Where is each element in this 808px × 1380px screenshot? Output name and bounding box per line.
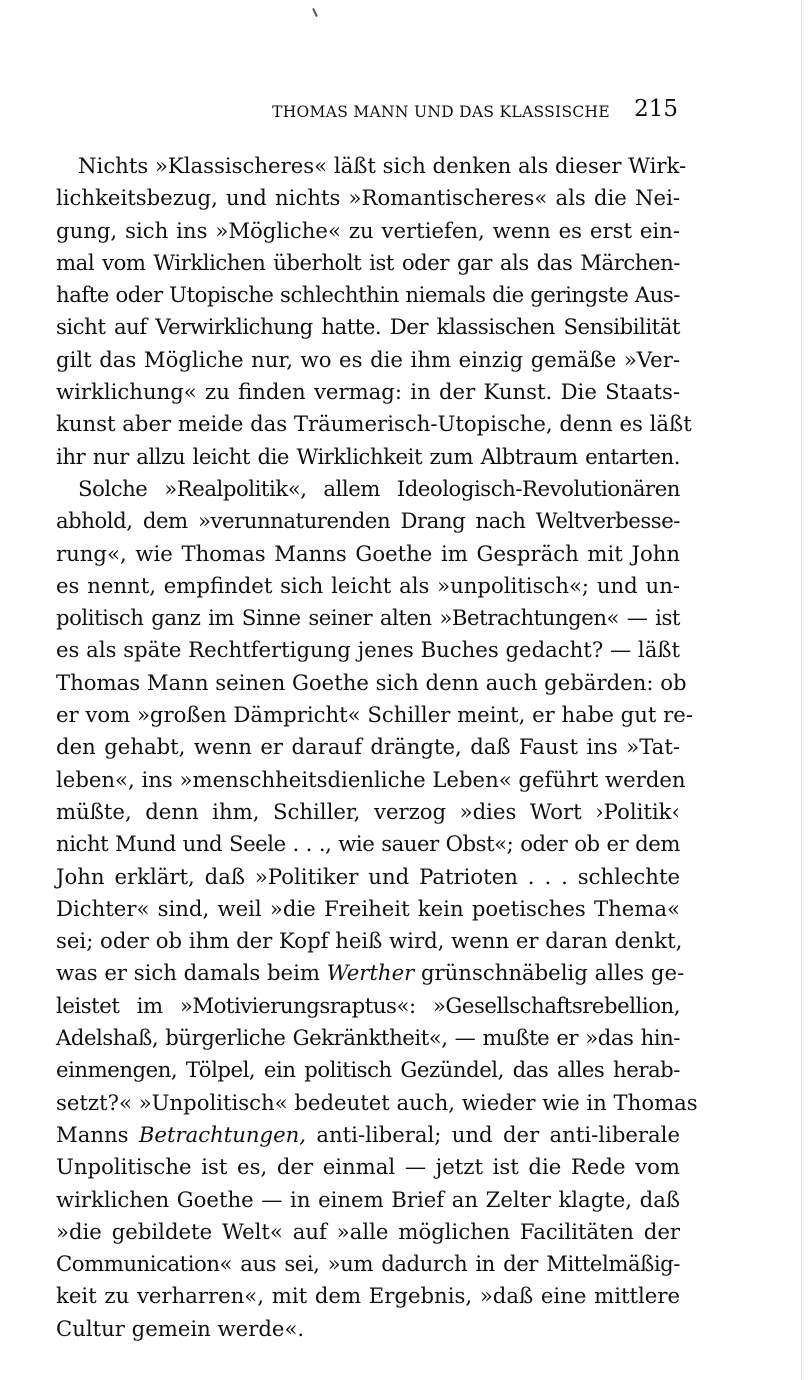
text-line: leistet im »Motivierungsraptus«: »Gesellschaftsrebellion,	[56, 992, 680, 1018]
text-fragment: was er sich damals beim	[56, 960, 327, 986]
text-line: wirklichen Goethe — in einem Brief an Zelter klagte, daß	[56, 1186, 680, 1212]
text-fragment: grünschnäbelig alles ge-	[414, 960, 685, 986]
text-line: Nichts »Klassischeres« läßt sich denken als dieser Wirk-	[78, 153, 687, 178]
text-line: leben«, ins »menschheitsdienliche Leben« geführt werden	[56, 766, 686, 792]
text-fragment: Manns	[56, 1121, 139, 1147]
page-number: 215	[634, 96, 678, 122]
text-line: Thomas Mann seinen Goethe sich denn auch gebärden: ob	[56, 669, 687, 695]
text-line: hafte oder Utopische schlechthin niemals die geringste Aus-	[56, 282, 680, 308]
text-line: er vom »großen Dämpricht« Schiller meint, er habe gut re-	[56, 702, 693, 728]
text-line: setzt?« »Unpolitisch« bedeutet auch, wieder wie in Thomas	[56, 1089, 698, 1115]
text-line: politisch ganz im Sinne seiner alten »Betrachtungen« — ist	[56, 605, 680, 631]
text-line: einmengen, Tölpel, ein politisch Gezündel, das alles herab-	[56, 1057, 680, 1083]
running-head	[56, 96, 680, 132]
text-line: müßte, denn ihm, Schiller, verzog »dies Wort ›Politik‹	[56, 798, 680, 824]
text-line: Adelshaß, bürgerliche Gekränktheit«, — mußte er »das hin-	[56, 1025, 680, 1051]
text-line: rung«, wie Thomas Manns Goethe im Gespräch mit John	[56, 540, 680, 566]
text-line: gung, sich ins »Mögliche« zu vertiefen, wenn es erst ein-	[56, 217, 680, 243]
text-line: es nennt, empfindet sich leicht als »unpolitisch«; und un-	[56, 572, 680, 598]
text-line	[56, 957, 685, 989]
text-line: ihr nur allzu leicht die Wirklichkeit zum Albtraum entarten.	[56, 443, 680, 469]
text-line: kunst aber meide das Träumerisch-Utopische, denn es läßt	[56, 411, 692, 437]
text-line: sei; oder ob ihm der Kopf heiß wird, wenn er daran denkt,	[56, 928, 683, 954]
text-line	[56, 1119, 680, 1151]
text-line: Communication« aus sei, »um dadurch in der Mittelmäßig-	[56, 1251, 680, 1277]
text-line: lichkeitsbezug, und nichts »Romantischeres« als die Nei-	[56, 185, 680, 211]
text-line: sicht auf Verwirklichung hatte. Der klassischen Sensibilität	[56, 314, 680, 340]
text-line: mal vom Wirklichen überholt ist oder gar als das Märchen-	[56, 249, 680, 275]
text-line: »die gebildete Welt« auf »alle möglichen Facilitäten der	[56, 1218, 680, 1244]
text-line: Cultur gemein werde«.	[56, 1315, 305, 1341]
running-title: THOMAS MANN UND DAS KLASSISCHE	[272, 103, 610, 121]
text-line: keit zu verharren«, mit dem Ergebnis, »daß eine mittlere	[56, 1283, 680, 1309]
text-line: nicht Mund und Seele . . ., wie sauer Obst«; oder ob er dem	[56, 831, 680, 857]
text-line: gilt das Mögliche nur, wo es die ihm einzig gemäße »Ver-	[56, 346, 680, 372]
text-line: abhold, dem »verunnaturenden Drang nach Weltverbesse-	[56, 508, 680, 534]
text-line: Dichter« sind, weil »die Freiheit kein poetisches Thema«	[56, 895, 680, 921]
text-line: wirklichung« zu finden vermag: in der Kunst. Die Staats-	[56, 379, 680, 405]
text-line: Unpolitische ist es, der einmal — jetzt ist die Rede vom	[56, 1154, 680, 1180]
text-line: John erklärt, daß »Politiker und Patrioten . . . schlechte	[56, 863, 680, 889]
body-text	[56, 150, 698, 1345]
book-title-betrachtungen: Betrachtungen,	[138, 1121, 307, 1147]
text-fragment: anti-liberal; und der anti-liberale	[306, 1121, 680, 1147]
text-line: den gehabt, wenn er darauf drängte, daß Faust ins »Tat-	[56, 734, 680, 760]
text-line: es als späte Rechtfertigung jenes Buches gedacht? — läßt	[56, 637, 680, 663]
scan-mark	[312, 8, 318, 17]
text-line: Solche »Realpolitik«, allem Ideologisch-Revolutionären	[78, 475, 680, 501]
page-edge	[801, 0, 808, 1380]
book-title-werther: Werther	[326, 960, 415, 986]
